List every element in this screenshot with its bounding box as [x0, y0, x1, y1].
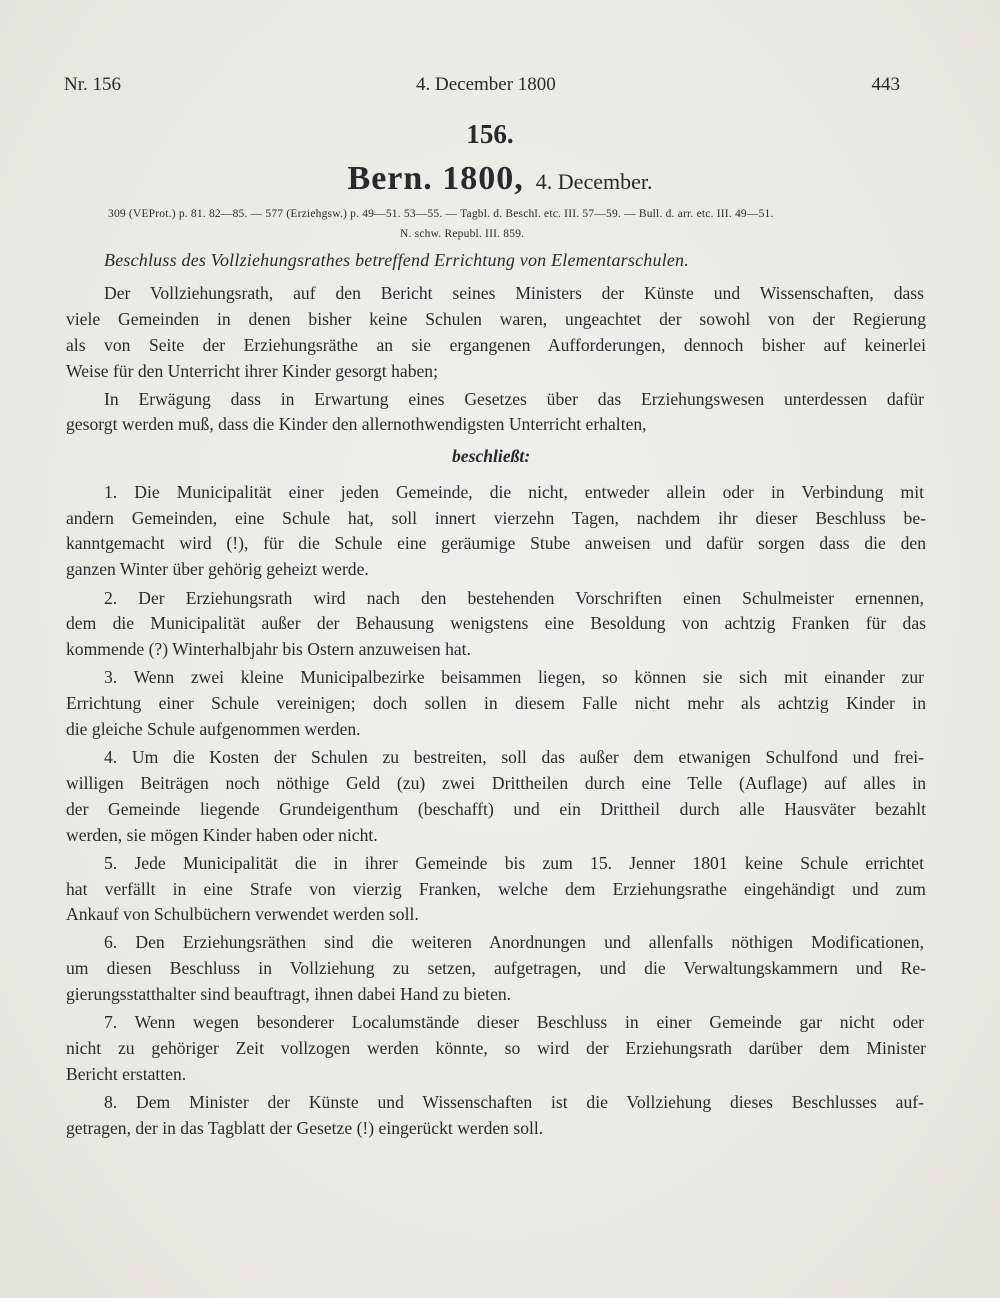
document-title: Beschluss des Vollziehungsrathes betreffend Errichtung von Elementarschulen. [104, 250, 689, 270]
text-line: gesorgt werden muß, dass die Kinder den allernothwendigsten Unterricht erhalten, [66, 414, 647, 434]
text-line: getragen, der in das Tagblatt der Gesetze (!) eingerückt werden soll. [66, 1118, 544, 1138]
place-year: Bern. 1800, [347, 160, 524, 197]
text-line: dem die Municipalität außer der Behausung wenigstens eine Besoldung von achtzig Franken für das [66, 613, 926, 633]
text-line: Der Vollziehungsrath, auf den Bericht seines Ministers der Künste und Wissenschaften, dass [104, 283, 924, 303]
source-references [108, 204, 898, 244]
text-line: 5. Jede Municipalität die in ihrer Gemeinde bis zum 15. Jenner 1801 keine Schule errichtet [104, 853, 924, 873]
text-line: andern Gemeinden, eine Schule hat, soll innert vierzehn Tagen, nachdem ihr dieser Beschluss be- [66, 508, 926, 528]
date-header: 4. December 1800 [416, 74, 556, 95]
text-line: ganzen Winter über gehörig geheizt werde. [66, 559, 369, 579]
text-line: Bericht erstatten. [66, 1064, 187, 1084]
page-number: 443 [871, 74, 900, 95]
text-line: 6. Den Erziehungsräthen sind die weiteren Anordnungen und allenfalls nöthigen Modificationen, [104, 932, 924, 952]
text-line: kanntgemacht wird (!), für die Schule eine geräumige Stube anweisen und dafür sorgen dass die den [66, 533, 926, 553]
text-line: Weise für den Unterricht ihrer Kinder gesorgt haben; [66, 361, 438, 381]
text-line: In Erwägung dass in Erwartung eines Gesetzes über das Erziehungswesen unterdessen dafür [104, 389, 924, 409]
text-line: nicht zu gehöriger Zeit vollzogen werden könnte, so wird der Erziehungsrath darüber dem Minister [66, 1038, 926, 1058]
text-line: 1. Die Municipalität einer jeden Gemeinde, die nicht, entweder allein oder in Verbindung mit [104, 482, 924, 502]
document-number-header: Nr. 156 [64, 74, 121, 95]
source-line: 309 (VEProt.) p. 81. 82—85. — 577 (Erziehgsw.) p. 49—51. 53—55. — Tagbl. d. Beschl. etc. III. 57—59. — Bull. d. arr. etc. III. 49—51. [108, 208, 774, 220]
text-line: 4. Um die Kosten der Schulen zu bestreiten, soll das außer dem etwanigen Schulfond und frei- [104, 747, 924, 767]
running-header [64, 74, 900, 104]
text-line: Ankauf von Schulbüchern verwendet werden soll. [66, 904, 419, 924]
source-line: N. schw. Republ. III. 859. [400, 228, 525, 240]
text-line: werden, sie mögen Kinder haben oder nicht. [66, 825, 378, 845]
place-and-date [0, 160, 1000, 198]
text-line: 3. Wenn zwei kleine Municipalbezirke beisammen liegen, so können sie sich mit einander zur [104, 667, 924, 687]
text-line: 2. Der Erziehungsrath wird nach den bestehenden Vorschriften einen Schulmeister ernennen, [104, 588, 924, 608]
text-line: Errichtung einer Schule vereinigen; doch sollen in diesem Falle nicht mehr als achtzig Kinder in [66, 693, 926, 713]
text-line: 8. Dem Minister der Künste und Wissenschaften ist die Vollziehung dieses Beschlusses auf- [104, 1092, 924, 1112]
resolution-heading: beschließt: [452, 446, 531, 466]
text-line: der Gemeinde liegende Grundeigenthum (beschafft) und ein Drittheil durch alle Hausväter bezahlt [66, 799, 926, 819]
text-line: willigen Beiträgen noch nöthige Geld (zu) zwei Drittheilen durch eine Telle (Auflage) auf alles in [66, 773, 926, 793]
text-line: hat verfällt in eine Strafe von vierzig Franken, welche dem Erziehungsrathe eingehändigt und zum [66, 879, 926, 899]
document-date: 4. December. [535, 169, 653, 194]
text-line: kommende (?) Winterhalbjahr bis Ostern anzuweisen hat. [66, 639, 471, 659]
text-line: gierungsstatthalter sind beauftragt, ihnen dabei Hand zu bieten. [66, 984, 512, 1004]
text-line: viele Gemeinden in denen bisher keine Schulen waren, ungeachtet der sowohl von der Regierung [66, 309, 926, 329]
text-line: die gleiche Schule aufgenommen werden. [66, 719, 361, 739]
text-line: als von Seite der Erziehungsräthe an sie ergangenen Aufforderungen, dennoch bisher auf keinerlei [66, 335, 926, 355]
text-line: um diesen Beschluss in Vollziehung zu setzen, aufgetragen, und die Verwaltungskammern und Re- [66, 958, 926, 978]
text-line: 7. Wenn wegen besonderer Localumstände dieser Beschluss in einer Gemeinde gar nicht oder [104, 1012, 924, 1032]
document-number: 156. [466, 119, 514, 149]
